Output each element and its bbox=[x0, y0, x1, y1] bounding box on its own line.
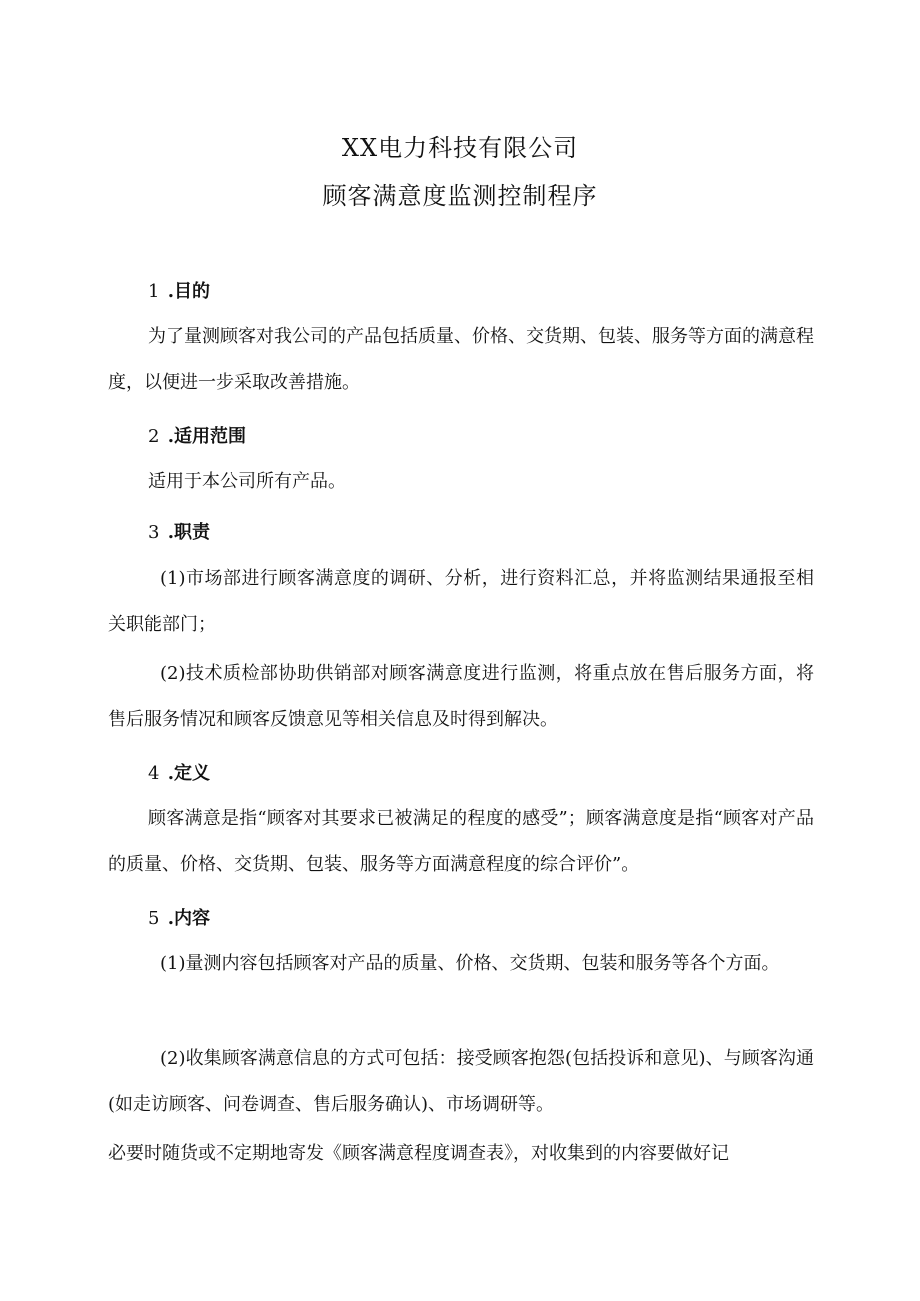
section-paragraph: 必要时随货或不定期地寄发《顾客满意程度调查表》，对收集到的内容要做好记 bbox=[108, 1143, 729, 1164]
section-paragraph: 适用于本公司所有产品。 bbox=[148, 471, 346, 492]
section-number: 2 bbox=[148, 426, 160, 447]
section-title: .职责 bbox=[167, 522, 211, 543]
document-title: 顾客满意度监测控制程序 bbox=[322, 182, 598, 210]
section-heading bbox=[148, 277, 210, 303]
section-heading bbox=[148, 904, 210, 930]
section-paragraph: 顾客满意是指“顾客对其要求已被满足的程度的感受”；顾客满意度是指“顾客对产品的质量、价格、交货期、包装、服务等方面满意程度的综合评价”。 bbox=[108, 808, 814, 875]
section-title: .内容 bbox=[167, 908, 211, 929]
section-heading bbox=[148, 518, 210, 544]
section-paragraph: (2)技术质检部协助供销部对顾客满意度进行监测，将重点放在售后服务方面，将售后服务情况和顾客反馈意见等相关信息及时得到解决。 bbox=[108, 663, 814, 730]
section-number: 5 bbox=[148, 908, 160, 929]
section-paragraph: (1)市场部进行顾客满意度的调研、分析，进行资料汇总，并将监测结果通报至相关职能部门； bbox=[108, 568, 814, 635]
section-title: .适用范围 bbox=[167, 426, 247, 447]
section-number: 1 bbox=[148, 281, 160, 302]
section-title: .定义 bbox=[167, 763, 211, 784]
section-heading bbox=[148, 759, 210, 785]
section-paragraph: (2)收集顾客满意信息的方式可包括：接受顾客抱怨(包括投诉和意见)、与顾客沟通(如走访顾客、问卷调查、售后服务确认)、市场调研等。 bbox=[108, 1048, 814, 1115]
section-paragraph: (1)量测内容包括顾客对产品的质量、价格、交货期、包装和服务等各个方面。 bbox=[160, 953, 780, 974]
section-title: .目的 bbox=[167, 281, 211, 302]
section-number: 4 bbox=[148, 763, 160, 784]
section-number: 3 bbox=[148, 522, 160, 543]
company-name: XX电力科技有限公司 bbox=[341, 134, 579, 162]
section-heading bbox=[148, 422, 246, 448]
section-paragraph: 为了量测顾客对我公司的产品包括质量、价格、交货期、包装、服务等方面的满意程度，以便进一步采取改善措施。 bbox=[108, 326, 814, 393]
